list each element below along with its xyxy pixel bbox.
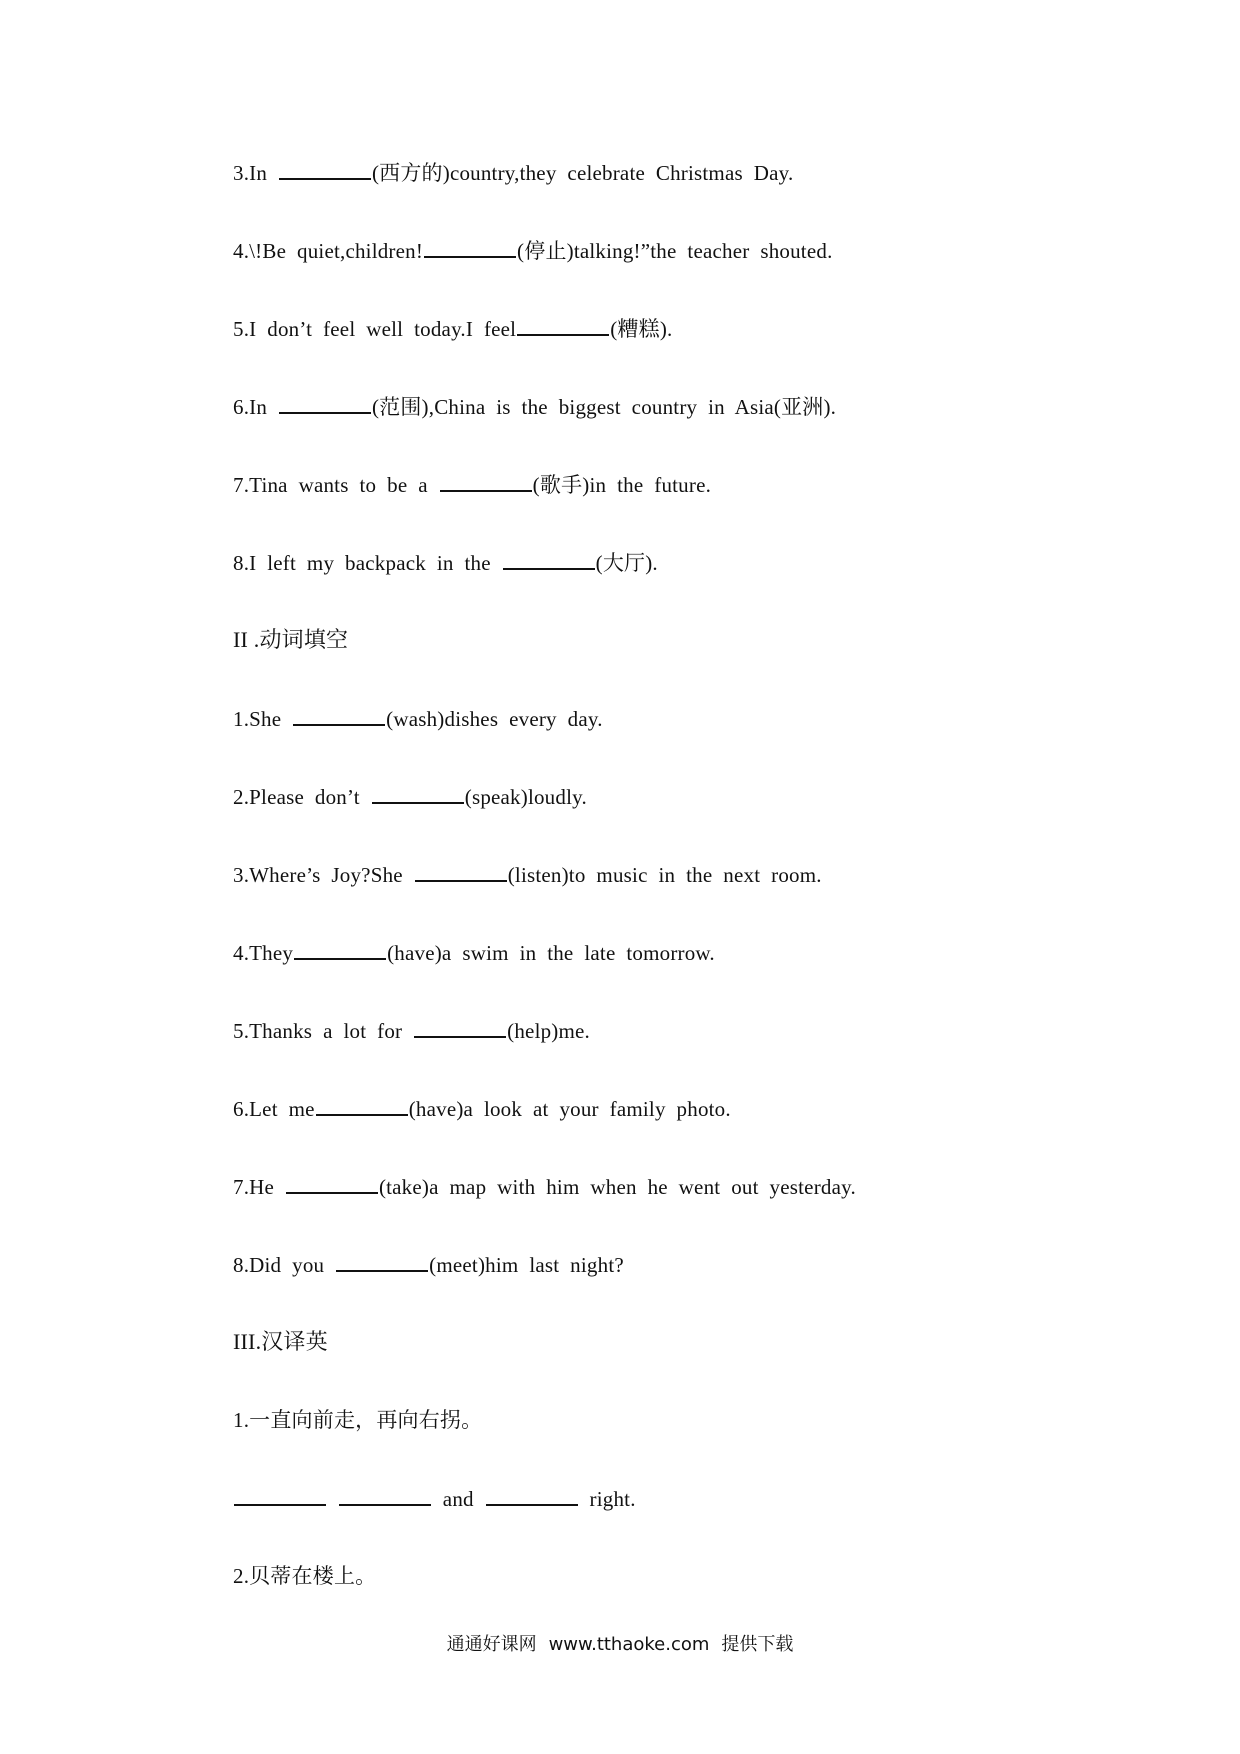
question-text: (speak)loudly.	[464, 785, 587, 809]
answer-blank[interactable]	[336, 1250, 428, 1272]
question-text: (have)a swim in the late tomorrow.	[387, 941, 715, 965]
translation-prompt-1: 1.一直向前走，再向右拐。	[233, 1408, 483, 1432]
question-text: 8.I left my backpack in the	[233, 551, 502, 575]
question-text: 6.In	[233, 395, 278, 419]
question-text: (take)a map with him when he went out yesterday.	[378, 1175, 856, 1199]
question-text: 4.\!Be quiet,children!	[233, 239, 424, 263]
answer-blank[interactable]	[279, 392, 371, 414]
answer-blank[interactable]	[503, 548, 595, 570]
question-text: (范围),China is the biggest country in Asia(亚洲).	[371, 395, 837, 419]
answer-blank[interactable]	[424, 236, 516, 258]
question-text: 4.They	[233, 941, 294, 965]
question-1-4	[233, 236, 833, 265]
question-text: 3.Where’s Joy?She	[233, 863, 414, 887]
translation-prompt-2: 2.贝蒂在楼上。	[233, 1564, 377, 1588]
question-text: 1.She	[233, 707, 293, 731]
answer-blank[interactable]	[486, 1484, 578, 1506]
question-1-8	[233, 548, 658, 577]
answer-blank[interactable]	[414, 1016, 506, 1038]
section-heading-translation: III.汉译英	[233, 1329, 328, 1354]
question-2-1	[233, 704, 603, 733]
question-text: 7.He	[233, 1175, 285, 1199]
section-heading-verb-fill: II .动词填空	[233, 627, 349, 652]
answer-blank[interactable]	[372, 782, 464, 804]
question-2-2	[233, 782, 587, 811]
question-1-7	[233, 470, 711, 499]
page-footer	[0, 1633, 1240, 1657]
question-2-6	[233, 1094, 731, 1123]
answer-blank[interactable]	[294, 938, 386, 960]
question-text: 6.Let me	[233, 1097, 315, 1121]
answer-blank[interactable]	[286, 1172, 378, 1194]
answer-blank[interactable]	[517, 314, 609, 336]
footer-site-name: 通通好课网	[446, 1634, 537, 1655]
question-text: 5.I don’t feel well today.I feel	[233, 317, 517, 341]
question-1-6	[233, 392, 836, 421]
answer-blank[interactable]	[415, 860, 507, 882]
answer-blank[interactable]	[316, 1094, 408, 1116]
question-text: (help)me.	[507, 1019, 591, 1043]
answer-blank[interactable]	[293, 704, 385, 726]
question-2-5	[233, 1016, 590, 1045]
question-text: 3.In	[233, 161, 278, 185]
translation-answer-1	[233, 1484, 636, 1513]
answer-blank[interactable]	[339, 1484, 431, 1506]
question-text: (大厅).	[595, 551, 658, 575]
answer-blank[interactable]	[234, 1484, 326, 1506]
question-1-3	[233, 158, 793, 187]
answer-blank[interactable]	[279, 158, 371, 180]
question-text: and	[431, 1487, 485, 1511]
footer-url[interactable]: www.tthaoke.com	[548, 1634, 710, 1655]
question-text: 7.Tina wants to be a	[233, 473, 439, 497]
question-text: 2.Please don’t	[233, 785, 371, 809]
question-text: (歌手)in the future.	[532, 473, 712, 497]
question-text: (糟糕).	[610, 317, 673, 341]
question-text: (西方的)country,they celebrate Christmas Day.	[371, 161, 794, 185]
question-text: 8.Did you	[233, 1253, 336, 1277]
question-2-4	[233, 938, 715, 967]
question-text: (meet)him last night?	[429, 1253, 624, 1277]
question-2-7	[233, 1172, 856, 1201]
question-2-8	[233, 1250, 624, 1279]
question-1-5	[233, 314, 672, 343]
question-text: (have)a look at your family photo.	[408, 1097, 731, 1121]
question-text: (listen)to music in the next room.	[507, 863, 822, 887]
question-text: (停止)talking!”the teacher shouted.	[517, 239, 833, 263]
question-text: 5.Thanks a lot for	[233, 1019, 414, 1043]
question-text: right.	[578, 1487, 636, 1511]
footer-suffix: 提供下载	[721, 1634, 794, 1655]
question-2-3	[233, 860, 822, 889]
answer-blank[interactable]	[440, 470, 532, 492]
question-text: (wash)dishes every day.	[386, 707, 603, 731]
